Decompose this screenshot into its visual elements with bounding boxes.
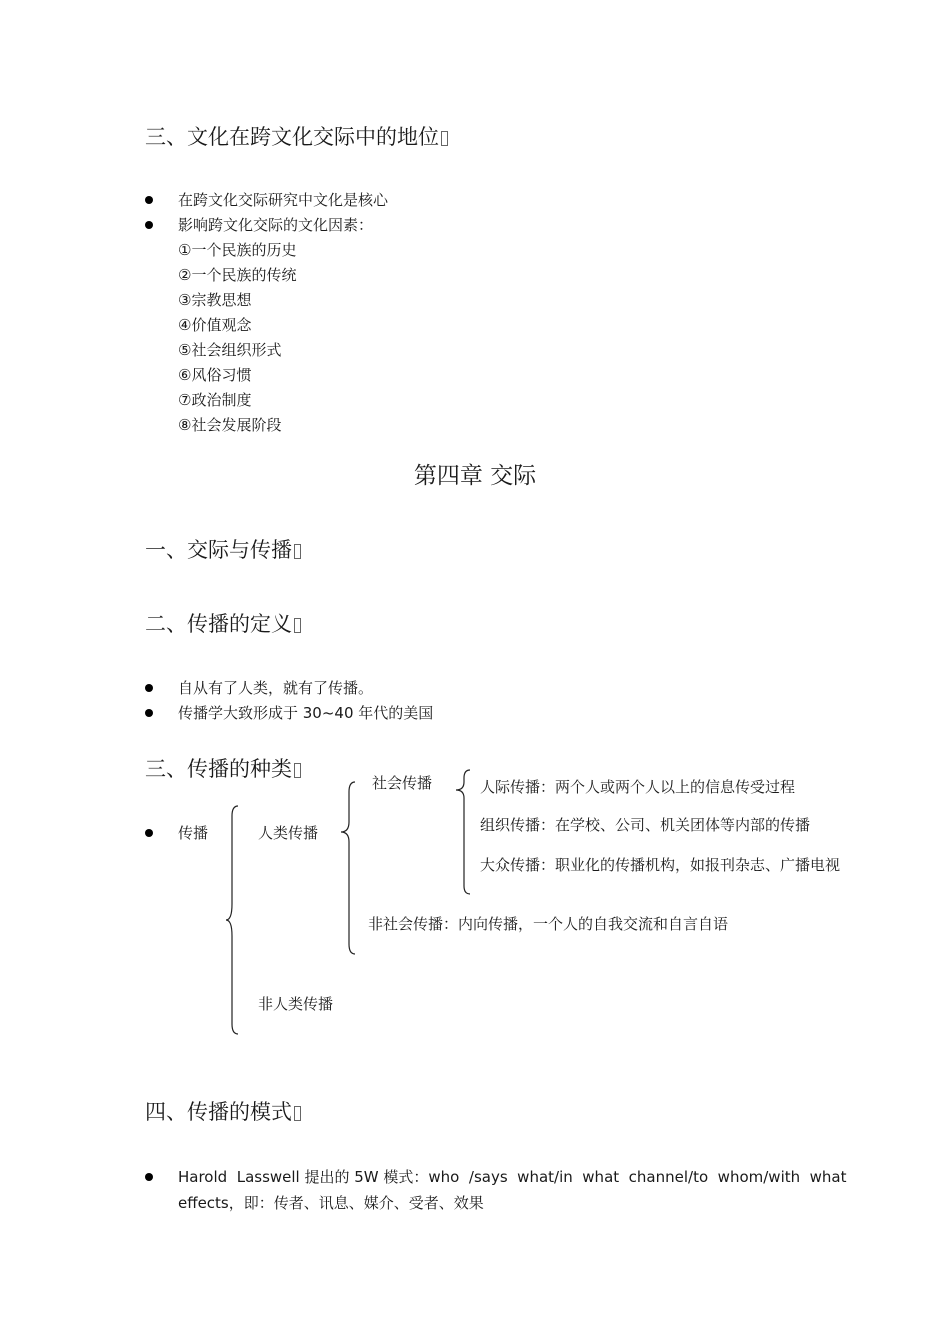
factor-item: ②一个民族的传统 [178,266,297,284]
bullet-icon [145,829,153,837]
left-brace-icon [222,804,242,1036]
tree-leaf-mass: 大众传播：职业化的传播机构，如报刊杂志、广播电视 [480,856,841,874]
section-heading [145,756,301,782]
section-heading-text: 四、传播的模式 [145,1100,292,1124]
bullet-icon [145,709,153,717]
tree-node-human: 人类传播 [258,824,319,842]
section-heading [145,537,301,563]
tree-node-nonsocial: 非社会传播：内向传播，一个人的自我交流和自言自语 [368,915,729,933]
tree-node-nonhuman: 非人类传播 [258,995,334,1013]
paragraph-mark-icon [294,544,301,559]
section-heading-text: 二、传播的定义 [145,612,292,636]
factor-item: ⑦政治制度 [178,391,252,409]
bullet-text-continuation: effects，即：传者、讯息、媒介、受者、效果 [178,1194,484,1212]
left-brace-icon [452,768,474,898]
bullet-icon [145,1173,153,1181]
factor-item: ⑧社会发展阶段 [178,416,282,434]
bullet-text: Harold Lasswell 提出的 5W 模式：who /says what/in what channel/to whom/with what [178,1168,847,1186]
tree-node-social: 社会传播 [372,774,433,792]
factor-item: ③宗教思想 [178,291,252,309]
factor-item: ④价值观念 [178,316,252,334]
factor-item: ⑤社会组织形式 [178,341,282,359]
bullet-text: 自从有了人类，就有了传播。 [178,679,374,697]
tree-leaf-interpersonal: 人际传播：两个人或两个人以上的信息传受过程 [480,778,796,796]
tree-leaf-organizational: 组织传播：在学校、公司、机关团体等内部的传播 [480,816,811,834]
paragraph-mark-icon [441,131,448,146]
left-brace-icon [337,780,359,956]
chapter-title: 第四章 交际 [413,463,537,489]
tree-root: 传播 [178,824,209,842]
section-heading-text: 三、文化在跨文化交际中的地位 [145,125,439,149]
section-heading-text: 三、传播的种类 [145,757,292,781]
section-heading [145,1099,301,1125]
bullet-icon [145,196,153,204]
bullet-text: 影响跨文化交际的文化因素： [178,216,374,234]
paragraph-mark-icon [294,1106,301,1121]
section-heading-text: 一、交际与传播 [145,538,292,562]
factor-item: ①一个民族的历史 [178,241,297,259]
bullet-text: 在跨文化交际研究中文化是核心 [178,191,389,209]
paragraph-mark-icon [294,618,301,633]
section-heading [145,124,448,150]
bullet-text: 传播学大致形成于 30~40 年代的美国 [178,704,434,722]
bullet-icon [145,221,153,229]
section-heading [145,611,301,637]
factor-item: ⑥风俗习惯 [178,366,252,384]
paragraph-mark-icon [294,763,301,778]
bullet-icon [145,684,153,692]
